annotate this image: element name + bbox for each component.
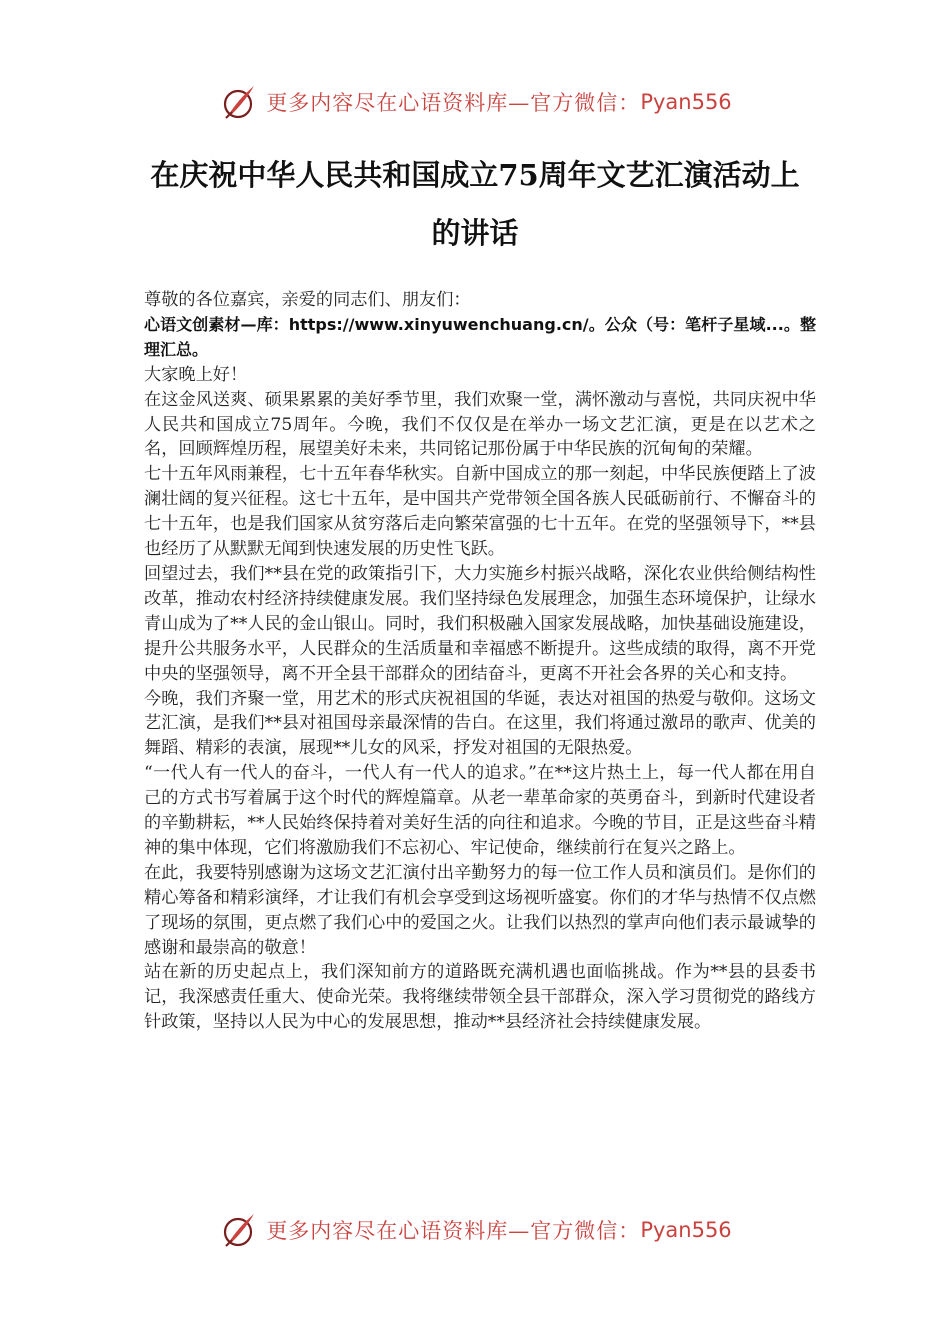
promo-note: 心语文创素材—库：https://www.xinyuwenchuang.cn/。公众（号：笔杆子星域...。整理汇总。 [144, 314, 816, 359]
title-line-2: 的讲话 [431, 216, 519, 250]
header-banner [0, 80, 950, 124]
paragraph: 站在新的历史起点上，我们深知前方的道路既充满机遇也面临挑战。作为**县的县委书记，我深感责任重大、使命光荣。我将继续带领全县干部群众，深入学习贯彻党的路线方针政策，坚持以人民为中心的发展思想，推动**县经济社会持续健康发展。 [144, 962, 816, 1033]
banner-wechat-id: Pyan556 [640, 1218, 732, 1242]
paragraph: 今晚，我们齐聚一堂，用艺术的形式庆祝祖国的华诞，表达对祖国的热爱与敬仰。这场文艺汇演，是我们**县对祖国母亲最深情的告白。在这里，我们将通过激昂的歌声、优美的舞蹈、精彩的表演，展现**儿女的风采，抒发对祖国的无限热爱。 [144, 688, 816, 759]
document-body [144, 288, 816, 1035]
banner-wechat-id: Pyan556 [640, 90, 732, 114]
footer-banner [0, 1208, 950, 1252]
paragraph: 回望过去，我们**县在党的政策指引下，大力实施乡村振兴战略，深化农业供给侧结构性改革，推动农村经济持续健康发展。我们坚持绿色发展理念，加强生态环境保护，让绿水青山成为了**人民的金山银山。同时，我们积极融入国家发展战略，加快基础设施建设，提升公共服务水平，人民群众的生活质量和幸福感不断提升。这些成绩的取得，离不开党中央的坚强领导，离不开全县干部群众的团结奋斗，更离不开社会各界的关心和支持。 [144, 563, 816, 684]
paragraph: 在这金风送爽、硕果累累的美好季节里，我们欢聚一堂，满怀激动与喜悦，共同庆祝中华人民共和国成立75周年。今晚，我们不仅仅是在举办一场文艺汇演，更是在以艺术之名，回顾辉煌历程，展望美好未来，共同铭记那份属于中华民族的沉甸甸的荣耀。 [144, 389, 816, 460]
paragraph: 大家晚上好！ [144, 364, 248, 385]
quill-logo-icon [218, 1210, 258, 1250]
title-line-1: 在庆祝中华人民共和国成立75周年文艺汇演活动上 [150, 158, 800, 192]
banner-text: 更多内容尽在心语资料库—官方微信： [266, 1219, 641, 1243]
paragraph: 七十五年风雨兼程，七十五年春华秋实。自新中国成立的那一刻起，中华民族便踏上了波澜壮阔的复兴征程。这七十五年，是中国共产党带领全国各族人民砥砺前行、不懈奋斗的七十五年，也是我们国家从贫穷落后走向繁荣富强的七十五年。在党的坚强领导下，**县也经历了从默默无闻到快速发展的历史性飞跃。 [144, 464, 816, 560]
document-title [110, 146, 840, 262]
salutation: 尊敬的各位嘉宾，亲爱的同志们、朋友们： [144, 290, 471, 310]
banner-text: 更多内容尽在心语资料库—官方微信： [266, 91, 641, 115]
quill-logo-icon [218, 82, 258, 122]
paragraph: “一代人有一代人的奋斗，一代人有一代人的追求。”在**这片热土上，每一代人都在用自己的方式书写着属于这个时代的辉煌篇章。从老一辈革命家的英勇奋斗，到新时代建设者的辛勤耕耘，**人民始终保持着对美好生活的向往和追求。今晚的节目，正是这些奋斗精神的集中体现，它们将激励我们不忘初心、牢记使命，继续前行在复兴之路上。 [144, 763, 816, 858]
paragraph: 在此，我要特别感谢为这场文艺汇演付出辛勤努力的每一位工作人员和演员们。是你们的精心筹备和精彩演绎，才让我们有机会享受到这场视听盛宴。你们的才华与热情不仅点燃了现场的氛围，更点燃了我们心中的爱国之火。让我们以热烈的掌声向他们表示最诚挚的感谢和最崇高的敬意！ [144, 862, 816, 958]
